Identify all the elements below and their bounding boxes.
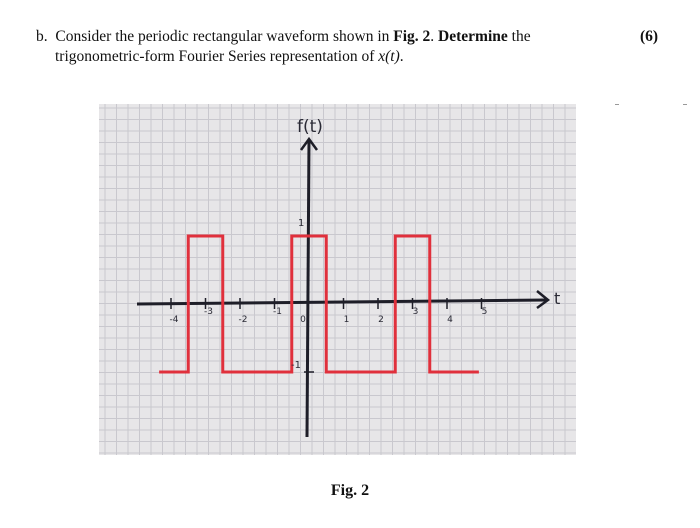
question-text-part: Consider the periodic rectangular waveform shown in (55, 28, 394, 45)
tick-label: 0 (300, 315, 306, 325)
tick-label: 5 (481, 307, 488, 317)
marks-badge: (6) (640, 28, 659, 45)
level-label-high: 1 (298, 218, 305, 229)
tick-label: 4 (447, 315, 453, 325)
determine-keyword: Determine (438, 28, 508, 45)
x-axis-label: t (554, 289, 561, 308)
scan-speck (683, 104, 687, 105)
figure-caption: Fig. 2 (330, 482, 370, 499)
scan-speck (615, 104, 619, 105)
y-axis (307, 140, 309, 437)
figure-photo (99, 104, 576, 455)
question-line-1 (36, 27, 636, 47)
fig-reference: Fig. 2 (393, 28, 431, 45)
question-text-part: . (399, 48, 404, 65)
graph-paper-grid (99, 104, 576, 455)
tick-labels (170, 307, 488, 325)
tick-label: 2 (378, 315, 384, 325)
question-text-part: . (430, 28, 439, 45)
question-text-part: trigonometric-form Fourier Series representation of (55, 48, 379, 65)
tick-label: -1 (273, 307, 282, 317)
waveform-figure (99, 104, 576, 455)
tick-label: -3 (204, 307, 213, 317)
question-text-part: the (507, 28, 531, 45)
tick-label: -4 (169, 315, 179, 325)
y-axis-label: f(t) (297, 117, 323, 137)
level-label-low: -1 (291, 360, 301, 371)
question-line-2 (36, 47, 636, 67)
question-text (36, 27, 636, 67)
tick-label: 3 (412, 307, 419, 317)
tick-label: 1 (343, 315, 350, 325)
math-x-of-t: x(t) (378, 48, 400, 65)
axes (137, 139, 548, 437)
question-label: b. (36, 28, 48, 45)
tick-label: -2 (238, 315, 248, 325)
